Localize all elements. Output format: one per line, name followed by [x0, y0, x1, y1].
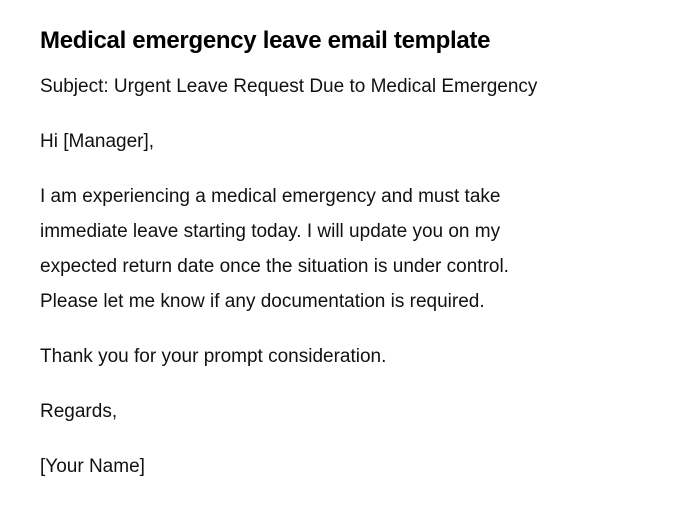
email-template-document	[40, 24, 680, 504]
body-line: I am experiencing a medical emergency and must take	[40, 186, 501, 207]
email-signature: [Your Name]	[40, 456, 145, 477]
email-greeting: Hi [Manager],	[40, 131, 155, 152]
body-line: immediate leave starting today. I will update you on my	[40, 221, 501, 242]
email-closing: Regards,	[40, 401, 118, 422]
email-subject: Subject: Urgent Leave Request Due to Medical Emergency	[40, 76, 538, 97]
email-body	[40, 179, 680, 319]
email-thanks: Thank you for your prompt consideration.	[40, 346, 387, 367]
body-line: Please let me know if any documentation is required.	[40, 291, 485, 312]
body-line: expected return date once the situation is under control.	[40, 256, 509, 277]
page-title: Medical emergency leave email template	[40, 27, 491, 54]
